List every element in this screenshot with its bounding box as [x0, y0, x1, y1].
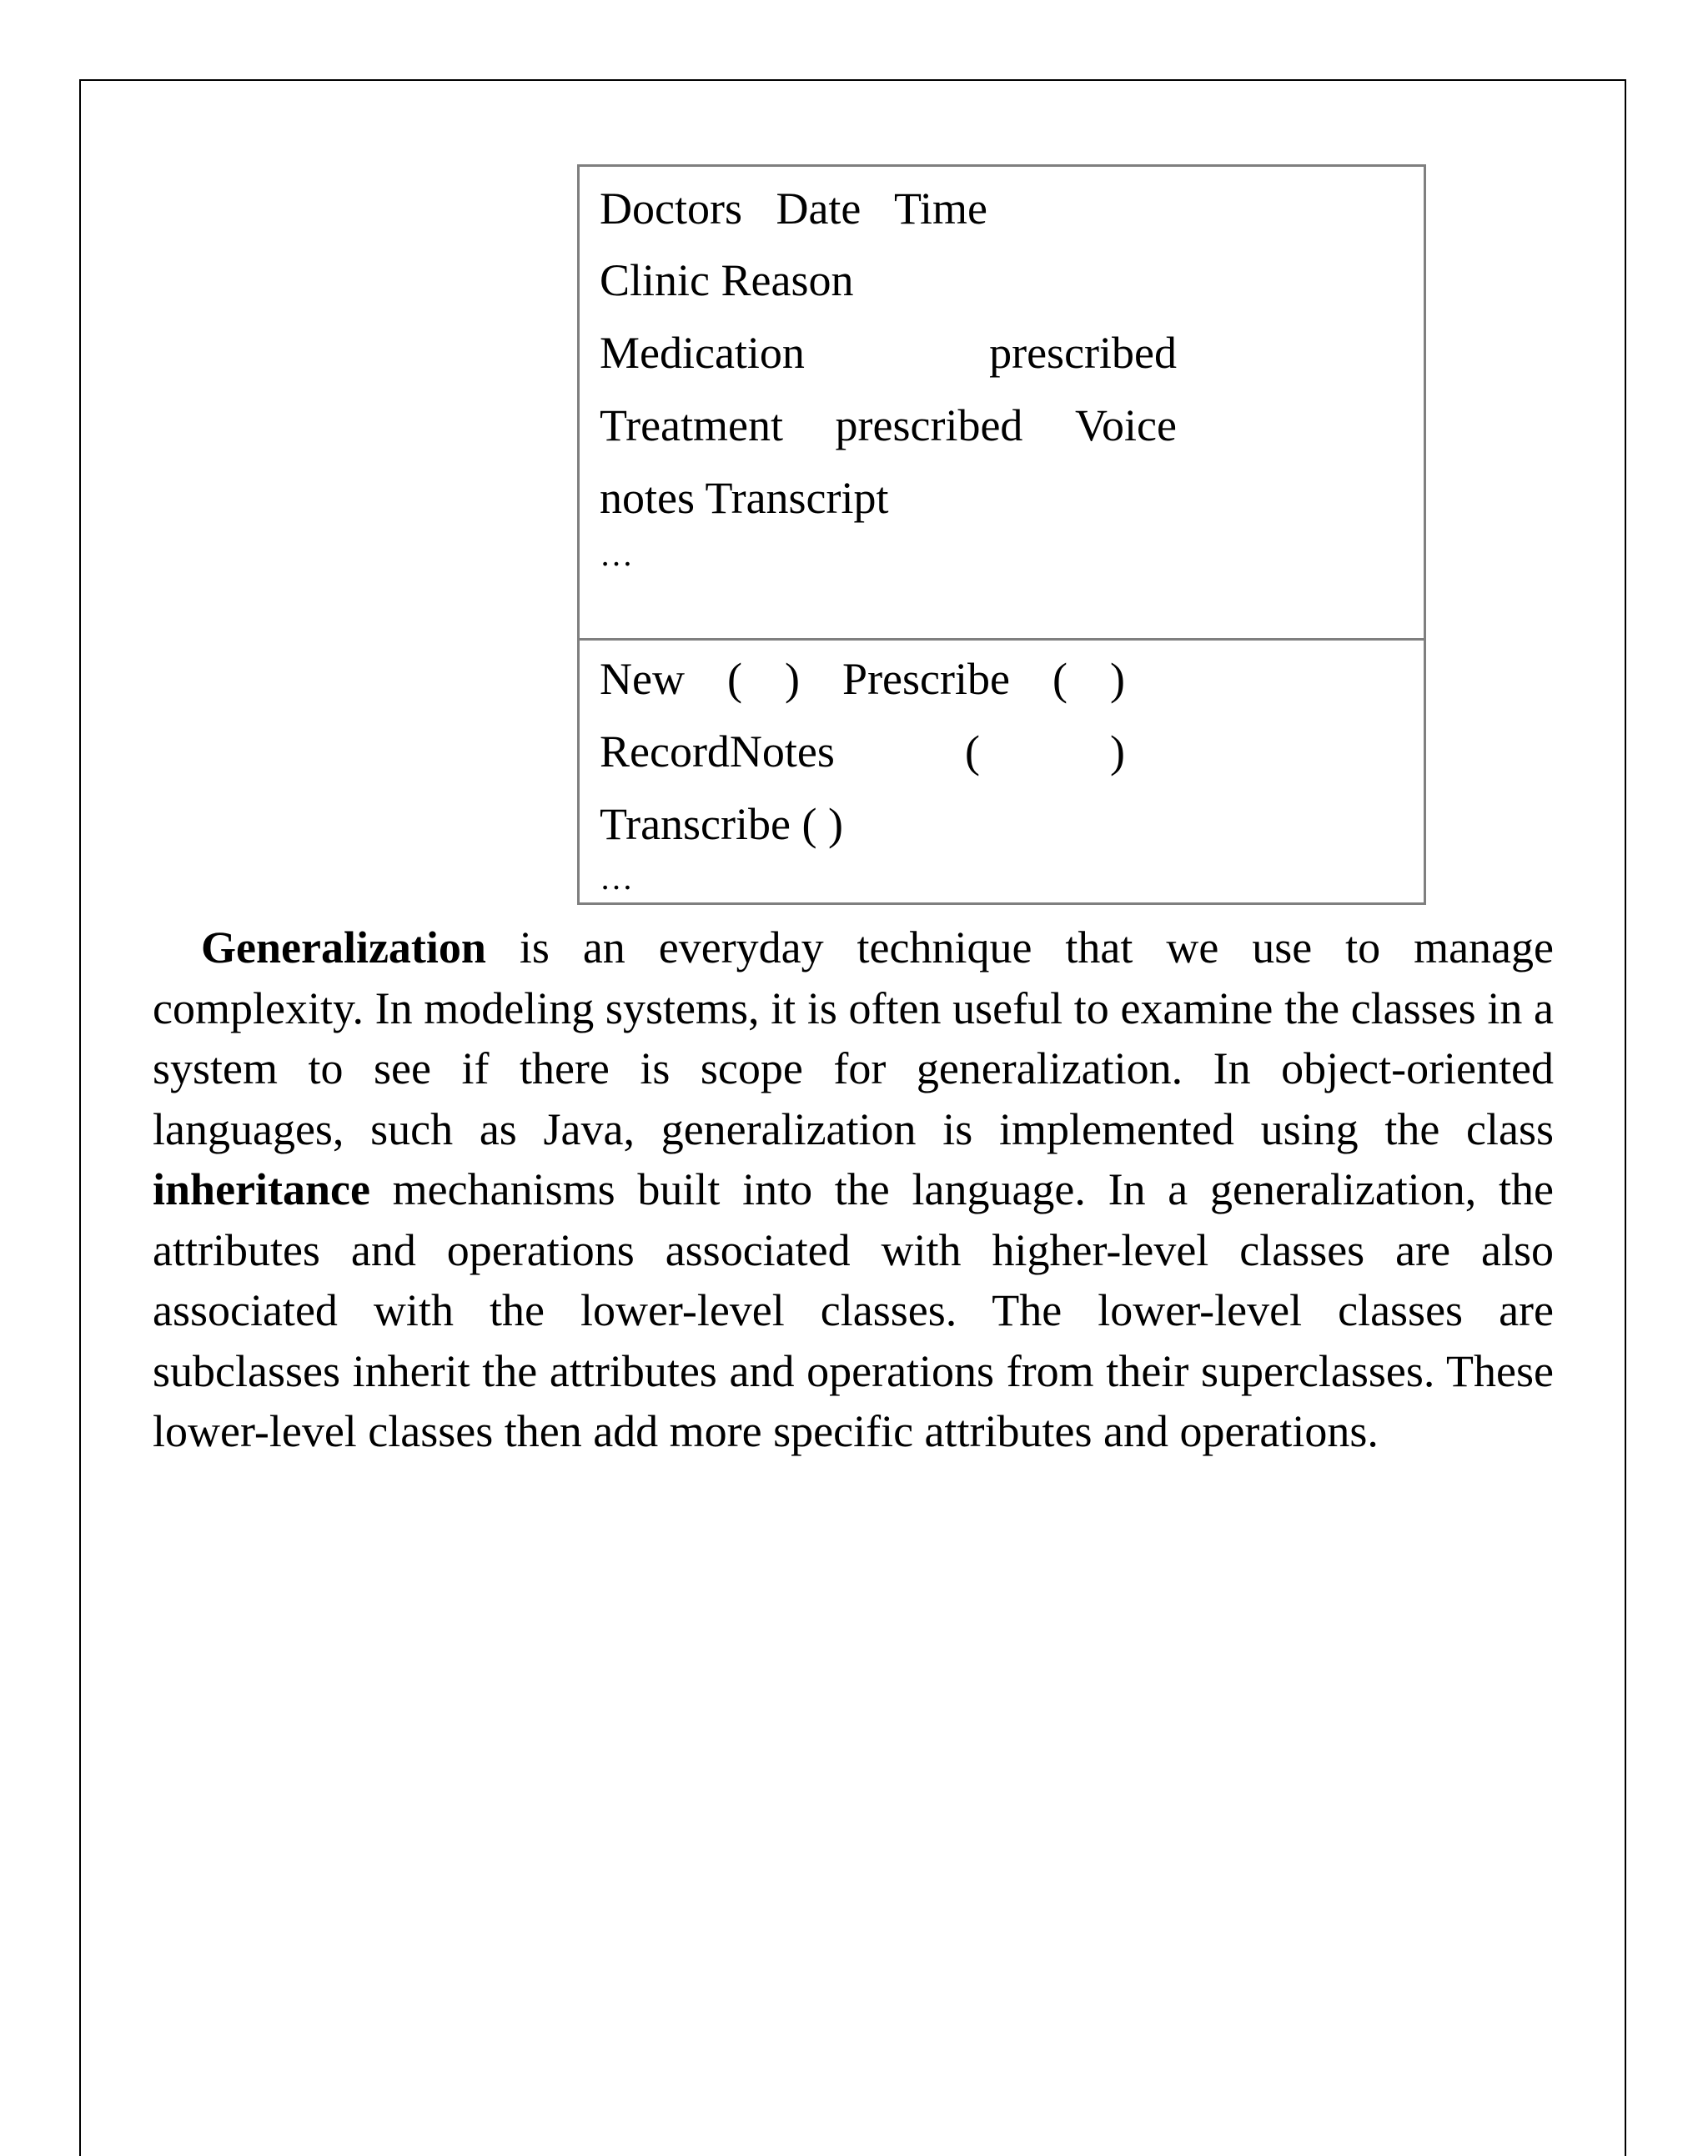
paragraph-text-part2: mechanisms built into the language. In a generalization, the attributes and operations associated with higher-level classes are also associated with the lower-level classes. The lower-level classes are subclasses inherit the attributes and operations from their superclasses. These lower-level classes then add more specific attributes and operations. — [153, 1164, 1554, 1456]
attribute-line-1 — [600, 183, 987, 234]
operation-recordnotes-open-paren: ( — [964, 726, 980, 776]
attribute-treatment: Treatment — [600, 400, 783, 450]
attribute-notes-transcript: notes Transcript — [600, 473, 889, 523]
attribute-doctors: Doctors — [600, 183, 742, 234]
attribute-line-5 — [600, 473, 1177, 523]
attribute-time: Time — [893, 183, 987, 234]
operation-recordnotes-close-paren: ) — [1110, 726, 1125, 776]
generalization-paragraph — [153, 917, 1554, 1462]
operation-new-close-paren: ) — [785, 654, 800, 704]
class-operations-section — [580, 641, 1424, 902]
attribute-date: Date — [776, 183, 862, 234]
attribute-voice: Voice — [1075, 400, 1177, 450]
operation-prescribe: Prescribe — [842, 654, 1010, 704]
operation-new-open-paren: ( — [727, 654, 742, 704]
attribute-line-3 — [600, 328, 1177, 378]
operation-line-2 — [600, 726, 1125, 776]
class-attributes-section — [580, 167, 1424, 641]
operation-new: New — [600, 654, 685, 704]
attribute-clinic-reason: Clinic Reason — [600, 255, 854, 305]
operation-prescribe-close-paren: ) — [1110, 654, 1125, 704]
term-inheritance: inheritance — [153, 1164, 370, 1214]
operation-prescribe-open-paren: ( — [1052, 654, 1068, 704]
operation-transcribe: Transcribe ( ) — [600, 799, 843, 849]
paragraph-text-part1: is an everyday technique that we use to manage complexity. In modeling systems, it is often useful to examine the classes in a system to see if there is scope for generalization. In object-oriented languages, such as Java, generalization is implemented using the class — [153, 922, 1554, 1154]
operation-line-3 — [600, 799, 1177, 849]
term-generalization: Generalization — [201, 922, 486, 972]
attribute-line-4 — [600, 400, 1177, 450]
attribute-line-2 — [600, 255, 1177, 305]
operation-line-1 — [600, 654, 1125, 704]
operation-recordnotes: RecordNotes — [600, 726, 835, 776]
attribute-prescribed: prescribed — [989, 328, 1177, 378]
attributes-ellipsis: … — [600, 535, 633, 573]
attribute-medication: Medication — [600, 328, 805, 378]
attribute-prescribed-2: prescribed — [835, 400, 1023, 450]
operations-ellipsis: … — [600, 859, 633, 897]
uml-class-box — [577, 164, 1426, 905]
